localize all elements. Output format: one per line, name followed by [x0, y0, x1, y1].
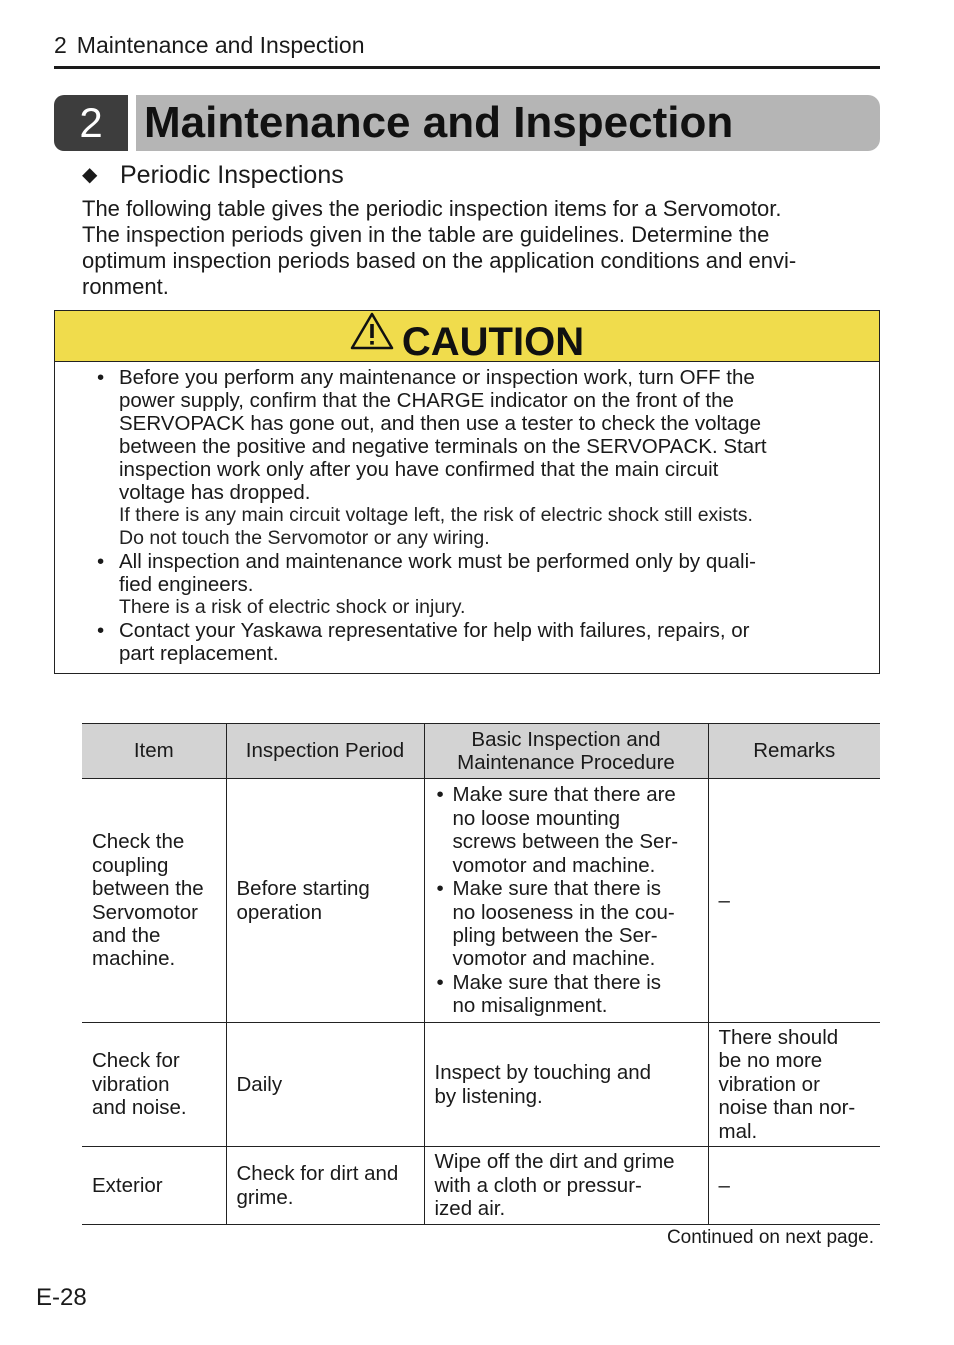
intro-line: optimum inspection periods based on the application conditions and envi-	[82, 248, 797, 273]
caution-line: Contact your Yaskawa representative for help with failures, repairs, or	[119, 619, 750, 642]
cell-procedure: Inspect by touching and by listening.	[424, 1023, 708, 1147]
caution-line: SERVOPACK has gone out, and then use a tester to check the voltage	[119, 412, 761, 435]
caution-note: Do not touch the Servomotor or any wiring.	[119, 527, 490, 549]
table-header-row	[82, 724, 880, 779]
list-item: • Make sure that there are no loose mounting screws between the Ser- vomotor and machine.	[436, 783, 679, 877]
cell-period: Check for dirt and grime.	[226, 1147, 424, 1225]
caution-line: Before you perform any maintenance or inspection work, turn OFF the	[119, 366, 755, 389]
bullet-icon: •	[97, 619, 105, 642]
list-item: • Make sure that there is no looseness in the cou- pling between the Ser- vomotor and machine.	[436, 877, 675, 971]
caution-box	[54, 310, 880, 674]
caution-list	[55, 362, 879, 665]
inspection-table	[82, 723, 880, 1225]
procedure-list	[435, 783, 700, 1017]
column-header-period: Inspection Period	[226, 724, 424, 779]
cell-procedure: Wipe off the dirt and grime with a cloth or pressur- ized air.	[424, 1147, 708, 1225]
chapter-number: 2	[54, 95, 128, 151]
caution-item	[97, 366, 869, 550]
cell-period: Daily	[226, 1023, 424, 1147]
caution-line: between the positive and negative terminals on the SERVOPACK. Start	[119, 435, 767, 458]
caution-line: part replacement.	[119, 642, 279, 665]
column-header-procedure: Basic Inspection and Maintenance Procedure	[424, 724, 708, 779]
caution-header	[55, 311, 879, 362]
table-row	[82, 779, 880, 1023]
caution-note: There is a risk of electric shock or injury.	[119, 596, 466, 618]
cell-remarks: –	[708, 779, 880, 1023]
cell-period: Before starting operation	[226, 779, 424, 1023]
cell-remarks: There should be no more vibration or noise than nor- mal.	[708, 1023, 880, 1147]
diamond-bullet-icon: ◆	[82, 164, 98, 186]
caution-line: power supply, confirm that the CHARGE indicator on the front of the	[119, 389, 734, 412]
intro-paragraph	[82, 196, 882, 300]
cell-item: Check the coupling between the Servomotor and the machine.	[82, 779, 226, 1023]
intro-line: The inspection periods given in the table are guidelines. Determine the	[82, 222, 770, 247]
caution-item	[97, 619, 869, 665]
cell-item: Exterior	[82, 1147, 226, 1225]
cell-remarks: –	[708, 1147, 880, 1225]
warning-triangle-icon	[350, 311, 394, 372]
caution-line: fied engineers.	[119, 573, 254, 596]
continued-note: Continued on next page.	[666, 1227, 874, 1248]
cell-item: Check for vibration and noise.	[82, 1023, 226, 1147]
caution-line: All inspection and maintenance work must be performed only by quali-	[119, 550, 756, 573]
bullet-icon: •	[97, 366, 105, 389]
running-header	[54, 30, 880, 69]
column-header-item: Item	[82, 724, 226, 779]
chapter-title	[54, 95, 880, 151]
table-row	[82, 1147, 880, 1225]
page-number: E-28	[36, 1284, 87, 1311]
list-item: • Make sure that there is no misalignment.	[436, 970, 662, 1018]
caution-line: voltage has dropped.	[119, 481, 311, 504]
chapter-title-text: Maintenance and Inspection	[144, 98, 734, 147]
column-header-remarks: Remarks	[708, 724, 880, 779]
caution-note: If there is any main circuit voltage left, the risk of electric shock still exists.	[119, 504, 753, 526]
cell-procedure	[424, 779, 708, 1023]
section-heading-text: Periodic Inspections	[120, 161, 344, 189]
caution-line: inspection work only after you have confirmed that the main circuit	[119, 458, 719, 481]
intro-line: ronment.	[82, 274, 169, 299]
running-header-title: Maintenance and Inspection	[76, 32, 365, 58]
running-header-number: 2	[54, 32, 67, 58]
bullet-icon: •	[97, 550, 105, 573]
caution-title: CAUTION	[401, 319, 585, 364]
table-row	[82, 1023, 880, 1147]
intro-line: The following table gives the periodic inspection items for a Servomotor.	[82, 196, 782, 221]
caution-item	[97, 550, 869, 619]
section-heading	[82, 158, 344, 192]
